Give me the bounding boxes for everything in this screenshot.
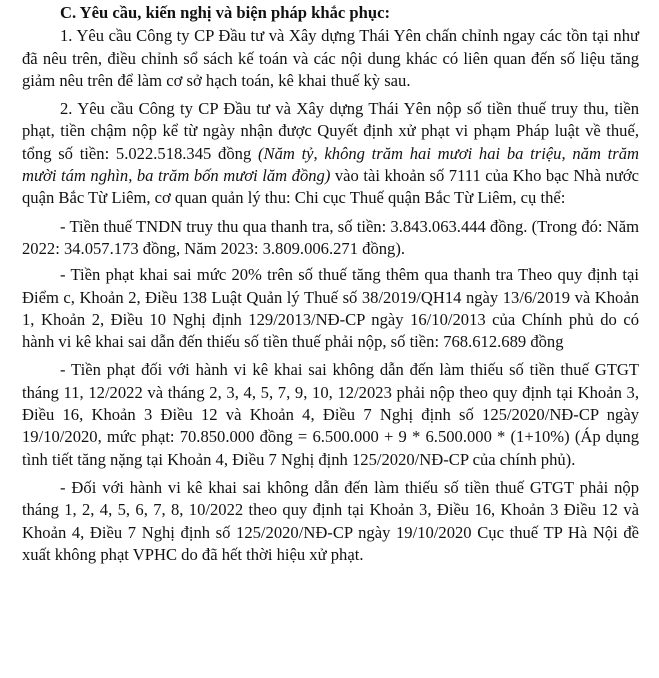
paragraph-request-2-text-b: vào tài khoản số 7111 của Kho bạc Nhà nước quận Bắc Từ Liêm, cơ quan quản lý thu: Chi cục Thuế quận Bắc Từ Liêm, cụ thể: [22, 166, 640, 208]
paragraph-request-2-text-a: 2. Yêu cầu Công ty CP Đầu tư và Xây dựng Thái Yên nộp số tiền thuế truy thu, tiền phạt, tiền chậm nộp kể từ ngày nhận được Quyết định xử phạt vi phạm Pháp luật về thuế, tổng số tiền: 5.022.518.345 đồng [22, 99, 639, 163]
paragraph-no-penalty-proposal: - Đối với hành vi kê khai sai không dẫn đến làm thiếu số tiền thuế GTGT phải nộp tháng 1, 2, 4, 5, 6, 7, 8, 10/2022 theo quy định tại Khoản 3, Điều 16, Khoản 3 Điều 12 và Khoản 4, Điều 7 Nghị định số 125/2020/NĐ-CP ngày 19/10/2020 Cục thuế TP Hà Nội đề xuất không phạt VPHC do đã hết thời hiệu xử phạt. [22, 477, 639, 564]
paragraph-penalty-vat-declaration: - Tiền phạt đối với hành vi kê khai sai không dẫn đến làm thiếu số tiền thuế GTGT tháng 11, 12/2022 và tháng 2, 3, 4, 5, 7, 9, 10, 12/2023 phải nộp theo quy định tại Khoản 3, Điều 16, Khoản 3 Điều 12 và Khoản 4, Điều 7 Nghị định số 125/2020/NĐ-CP ngày 19/10/2020, mức phạt: 70.850.000 đồng = 6.500.000 + 9 * 6.500.000 * (1+10%) (Áp dụng tình tiết tăng nặng tại Khoản 4, Điều 7 Nghị định 125/2020/NĐ-CP của chính phủ). [22, 360, 639, 469]
section-heading: C. Yêu cầu, kiến nghị và biện pháp khắc phục: [60, 3, 390, 22]
paragraph-request-2 [22, 98, 639, 209]
paragraph-request-1: 1. Yêu cầu Công ty CP Đầu tư và Xây dựng Thái Yên chấn chỉnh ngay các tồn tại như đã nêu trên, điều chỉnh sổ sách kế toán và các nội dung khác có liên quan đến số liệu tăng giảm nêu trên để làm cơ sở hạch toán, kê khai thuế kỳ sau. [22, 26, 639, 90]
paragraph-penalty-20-percent: - Tiền phạt khai sai mức 20% trên số thuế tăng thêm qua thanh tra Theo quy định tại Điểm c, Khoản 2, Điều 138 Luật Quản lý Thuế số 38/2019/QH14 ngày 13/6/2019 và Khoản 1, Khoản 2, Điều 10 Nghị định 129/2013/NĐ-CP ngày 16/10/2013 của Chính phủ do có hành vi kê khai sai dẫn đến thiếu số tiền thuế phải nộp, số tiền: 768.612.689 đồng [22, 265, 639, 352]
paragraph-cit-arrears: - Tiền thuế TNDN truy thu qua thanh tra, số tiền: 3.843.063.444 đồng. (Trong đó: Năm 2022: 34.057.173 đồng, Năm 2023: 3.809.006.271 đồng). [22, 216, 639, 258]
paragraph-request-2-amount-in-words: (Năm tỷ, không trăm hai mươi hai ba triệu, năm trăm mười tám nghìn, ba trăm bốn mươi lăm đồng) [22, 143, 639, 186]
